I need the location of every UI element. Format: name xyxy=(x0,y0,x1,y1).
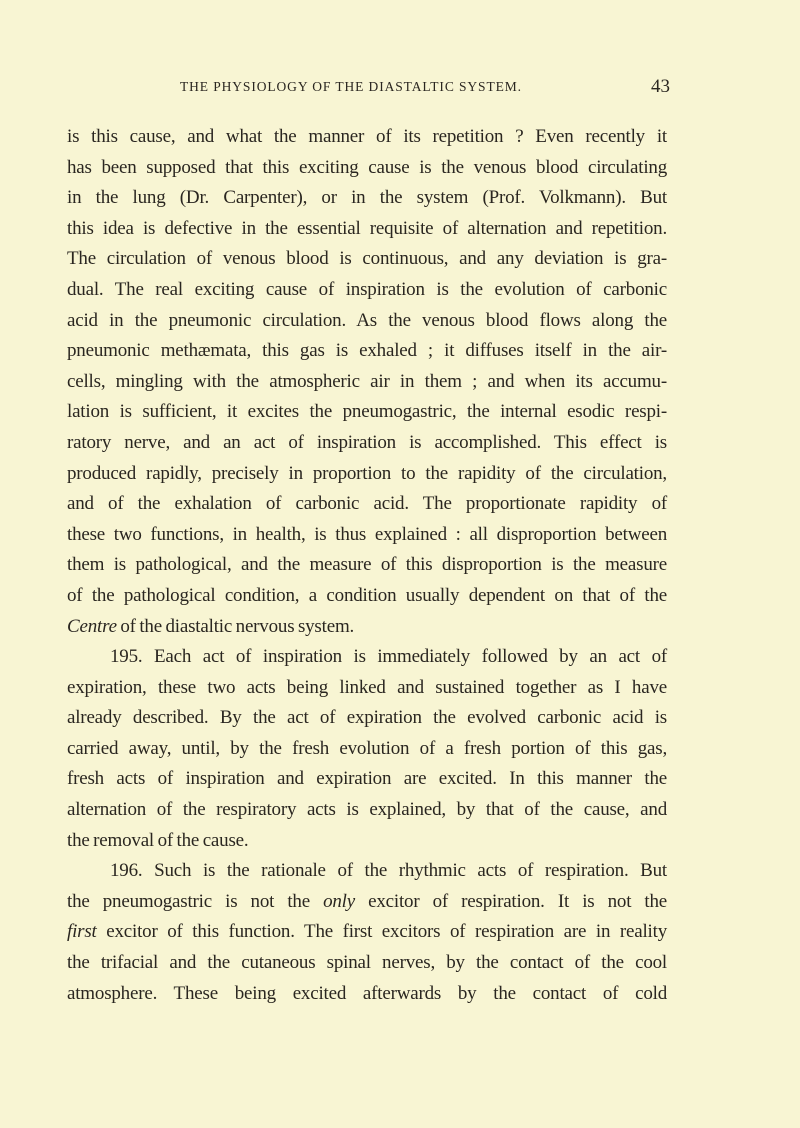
text-line xyxy=(67,917,667,948)
text-segment: ratory nerve, and an act of inspiration is accomplished. This effect is xyxy=(67,431,667,453)
text-segment: in the lung (Dr. Carpenter), or in the system (Prof. Volkmann). But xyxy=(67,187,667,209)
text-line xyxy=(67,612,667,643)
text-line xyxy=(67,306,667,337)
text-line xyxy=(67,244,667,275)
text-line xyxy=(67,122,667,153)
text-line xyxy=(67,979,667,1010)
running-title: THE PHYSIOLOGY OF THE DIASTALTIC SYSTEM. xyxy=(180,79,522,94)
text-line xyxy=(67,703,667,734)
text-line xyxy=(67,673,667,704)
page-header xyxy=(180,76,670,98)
text-segment: pneumonic methæmata, this gas is exhaled ; it diffuses itself in the air- xyxy=(67,340,667,362)
text-segment: of the pathological condition, a condition usually dependent on that of the xyxy=(67,584,667,606)
text-segment: and of the exhalation of carbonic acid. The proportionate rapidity of xyxy=(67,493,667,515)
text-segment: 195. Each act of inspiration is immediately followed by an act of xyxy=(110,646,667,668)
page-number: 43 xyxy=(651,76,670,97)
text-line xyxy=(67,856,667,887)
text-segment: The circulation of venous blood is continuous, and any deviation is gra- xyxy=(67,248,667,270)
text-segment: them is pathological, and the measure of this disproportion is the measure xyxy=(67,554,667,576)
text-line xyxy=(67,153,667,184)
text-line xyxy=(67,887,667,918)
text-segment: fresh acts of inspiration and expiration are excited. In this manner the xyxy=(67,768,667,790)
text-segment: excitor of respiration. It is not the xyxy=(354,890,668,912)
text-segment: this idea is defective in the essential requisite of alternation and repetition. xyxy=(67,217,667,239)
text-line xyxy=(67,214,667,245)
text-segment: cells, mingling with the atmospheric air in them ; and when its accumu- xyxy=(67,370,667,392)
text-line xyxy=(67,489,667,520)
text-segment: carried away, until, by the fresh evolution of a fresh portion of this gas, xyxy=(67,737,667,759)
text-line xyxy=(67,642,667,673)
text-line xyxy=(67,520,667,551)
text-segment: is this cause, and what the manner of its repetition ? Even recently it xyxy=(67,126,667,147)
text-line xyxy=(67,275,667,306)
italic-text: Centre xyxy=(67,615,117,637)
text-line xyxy=(67,336,667,367)
text-line xyxy=(67,795,667,826)
text-segment: the trifacial and the cutaneous spinal nerves, by the contact of the cool xyxy=(67,952,667,974)
italic-text: only xyxy=(323,890,355,912)
text-segment: excitor of this function. The first excitors of respiration are in reality xyxy=(96,921,667,943)
text-line xyxy=(67,734,667,765)
text-line xyxy=(67,826,667,857)
text-line xyxy=(67,550,667,581)
text-segment: 196. Such is the rationale of the rhythmic acts of respiration. But xyxy=(110,860,667,882)
text-segment: expiration, these two acts being linked and sustained together as I have xyxy=(67,676,667,698)
text-line xyxy=(67,459,667,490)
text-segment: alternation of the respiratory acts is explained, by that of the cause, and xyxy=(67,799,667,821)
text-line xyxy=(67,948,667,979)
text-segment: acid in the pneumonic circulation. As the venous blood flows along the xyxy=(67,309,667,331)
text-segment: produced rapidly, precisely in proportion to the rapidity of the circulation, xyxy=(67,462,667,484)
text-segment: atmosphere. These being excited afterwards by the contact of cold xyxy=(67,982,667,1004)
text-segment: has been supposed that this exciting cause is the venous blood circulating xyxy=(67,156,667,178)
text-line xyxy=(67,397,667,428)
text-line xyxy=(67,183,667,214)
text-segment: dual. The real exciting cause of inspiration is the evolution of carbonic xyxy=(67,278,667,300)
text-segment: lation is sufficient, it excites the pneumogastric, the internal esodic respi- xyxy=(67,401,667,423)
text-segment: already described. By the act of expiration the evolved carbonic acid is xyxy=(67,707,667,729)
text-segment: these two functions, in health, is thus explained : all disproportion between xyxy=(67,523,667,545)
text-line xyxy=(67,581,667,612)
italic-text: first xyxy=(67,921,97,943)
text-line xyxy=(67,428,667,459)
text-segment: the pneumogastric is not the xyxy=(67,890,324,912)
text-line xyxy=(67,764,667,795)
text-line xyxy=(67,367,667,398)
text-segment: the removal of the cause. xyxy=(67,829,249,851)
body-text xyxy=(67,122,667,1009)
text-segment: of the diastaltic nervous system. xyxy=(116,615,355,637)
